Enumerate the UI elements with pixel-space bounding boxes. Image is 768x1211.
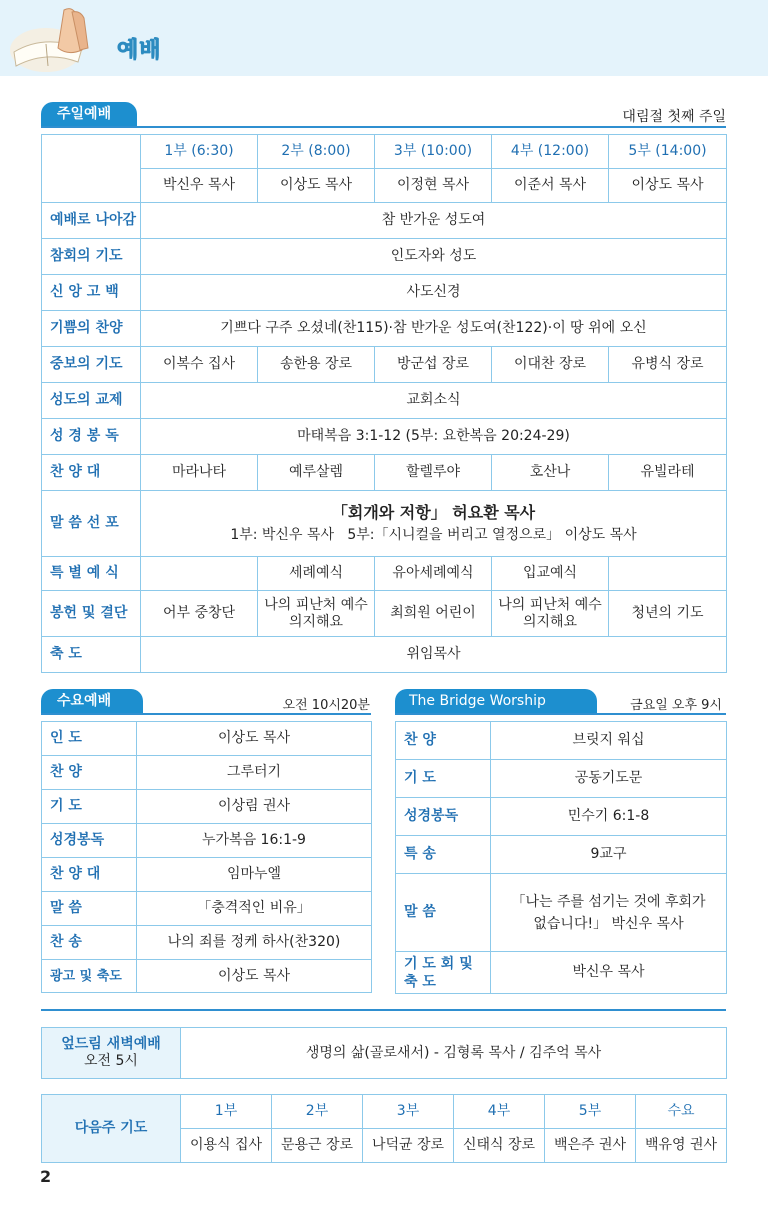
row-label: 신 앙 고 백 — [42, 275, 141, 311]
wednesday-rule — [41, 713, 371, 715]
dawn-table — [41, 1027, 727, 1079]
row-value: 입교예식 — [492, 557, 609, 591]
row-value: 임마누엘 — [137, 858, 372, 892]
row-label: 특 별 예 식 — [42, 557, 141, 591]
row-label: 인 도 — [42, 722, 137, 756]
service-time: 2부 (8:00) — [258, 135, 375, 169]
row-value: 나의 피난처 예수 의지해요 — [492, 591, 609, 637]
row-value: 이상림 권사 — [137, 790, 372, 824]
service-pastor: 이준서 목사 — [492, 169, 609, 203]
service-time: 5부 (14:00) — [609, 135, 727, 169]
row-value: 나의 피난처 예수 의지해요 — [258, 591, 375, 637]
next-prayer-label: 다음주 기도 — [42, 1095, 181, 1163]
sunday-tab: 주일예배 — [41, 102, 137, 127]
header-band — [0, 0, 768, 76]
prayer-header: 4부 — [454, 1095, 545, 1129]
row-value: 방군섭 장로 — [375, 347, 492, 383]
row-value: 할렐루야 — [375, 455, 492, 491]
row-label: 성도의 교제 — [42, 383, 141, 419]
row-value: 위임목사 — [141, 637, 727, 673]
sunday-week-label: 대림절 첫째 주일 — [622, 109, 726, 125]
row-value: 「나는 주를 섬기는 것에 후회가 없습니다!」 박신우 목사 — [491, 874, 727, 952]
row-label: 말 씀 — [42, 892, 137, 926]
bridge-tab: The Bridge Worship — [395, 689, 597, 714]
row-label: 특 송 — [396, 836, 491, 874]
row-label: 기 도 회 및 축 도 — [396, 952, 491, 994]
prayer-header: 1부 — [181, 1095, 272, 1129]
service-pastor: 이정현 목사 — [375, 169, 492, 203]
prayer-header: 2부 — [272, 1095, 363, 1129]
row-value: 기쁘다 구주 오셨네(찬115)·참 반가운 성도여(찬122)·이 땅 위에 오신 — [141, 311, 727, 347]
row-value: 나의 죄를 정케 하사(찬320) — [137, 926, 372, 960]
row-value: 마태복음 3:1-12 (5부: 요한복음 20:24-29) — [141, 419, 727, 455]
dawn-label: 엎드림 새벽예배 — [61, 1036, 161, 1052]
prayer-header: 5부 — [545, 1095, 636, 1129]
row-value: 그루터기 — [137, 756, 372, 790]
row-value: 민수기 6:1-8 — [491, 798, 727, 836]
service-pastor: 이상도 목사 — [258, 169, 375, 203]
row-label: 찬 양 대 — [42, 455, 141, 491]
dawn-value: 생명의 삶(골로새서) - 김형록 목사 / 김주억 목사 — [181, 1028, 727, 1079]
row-label: 성경봉독 — [396, 798, 491, 836]
row-value: 사도신경 — [141, 275, 727, 311]
row-value: 이대찬 장로 — [492, 347, 609, 383]
prayer-name: 나덕균 장로 — [363, 1129, 454, 1163]
row-label: 기 도 — [396, 760, 491, 798]
service-pastor: 이상도 목사 — [609, 169, 727, 203]
row-value: 어부 중창단 — [141, 591, 258, 637]
sermon-sub: 1부: 박신우 목사 5부:「시니컬을 버리고 열정으로」 이상도 목사 — [230, 526, 637, 543]
row-value: 공동기도문 — [491, 760, 727, 798]
corner-cell — [42, 135, 141, 203]
prayer-header: 수요 — [636, 1095, 727, 1129]
row-value: 9교구 — [491, 836, 727, 874]
row-value: 「충격적인 비유」 — [137, 892, 372, 926]
row-label: 찬 송 — [42, 926, 137, 960]
bridge-table — [395, 721, 727, 994]
sermon-cell — [141, 491, 727, 557]
wednesday-table — [41, 721, 372, 993]
row-value: 청년의 기도 — [609, 591, 727, 637]
row-label: 축 도 — [42, 637, 141, 673]
service-pastor: 박신우 목사 — [141, 169, 258, 203]
bridge-rule — [395, 713, 726, 715]
row-label: 중보의 기도 — [42, 347, 141, 383]
next-prayer-table — [41, 1094, 727, 1163]
row-label: 말 씀 선 포 — [42, 491, 141, 557]
prayer-name: 문용근 장로 — [272, 1129, 363, 1163]
row-value: 인도자와 성도 — [141, 239, 727, 275]
sunday-rule — [41, 126, 726, 128]
row-value: 예루살렘 — [258, 455, 375, 491]
row-value: 이상도 목사 — [137, 960, 372, 993]
row-value: 세례예식 — [258, 557, 375, 591]
prayer-name: 백은주 권사 — [545, 1129, 636, 1163]
row-label: 말 씀 — [396, 874, 491, 952]
service-time: 3부 (10:00) — [375, 135, 492, 169]
row-label: 성 경 봉 독 — [42, 419, 141, 455]
row-value: 유아세례예식 — [375, 557, 492, 591]
row-value: 호산나 — [492, 455, 609, 491]
header-title: 예배 — [117, 38, 162, 63]
service-time: 4부 (12:00) — [492, 135, 609, 169]
row-value — [141, 557, 258, 591]
row-value: 누가복음 16:1-9 — [137, 824, 372, 858]
praying-hands-bible-icon — [6, 4, 110, 74]
prayer-name: 백유영 권사 — [636, 1129, 727, 1163]
row-value: 브릿지 워십 — [491, 722, 727, 760]
dawn-time: 오전 5시 — [84, 1053, 138, 1069]
dawn-rule — [41, 1009, 726, 1011]
row-value: 교회소식 — [141, 383, 727, 419]
prayer-name: 이용식 집사 — [181, 1129, 272, 1163]
row-label: 찬 양 — [396, 722, 491, 760]
row-value: 박신우 목사 — [491, 952, 727, 994]
row-value: 최희원 어린이 — [375, 591, 492, 637]
row-label: 찬 양 — [42, 756, 137, 790]
prayer-header: 3부 — [363, 1095, 454, 1129]
row-value: 유빌라테 — [609, 455, 727, 491]
row-value: 이상도 목사 — [137, 722, 372, 756]
sermon-title: 「회개와 저항」 허요환 목사 — [331, 502, 536, 522]
wednesday-time: 오전 10시20분 — [282, 698, 370, 713]
row-label: 예배로 나아감 — [42, 203, 141, 239]
row-label: 참회의 기도 — [42, 239, 141, 275]
row-value: 이복수 집사 — [141, 347, 258, 383]
row-label: 기 도 — [42, 790, 137, 824]
row-label: 봉헌 및 결단 — [42, 591, 141, 637]
page-number: 2 — [40, 1167, 52, 1186]
row-value: 마라나타 — [141, 455, 258, 491]
row-label: 기쁨의 찬양 — [42, 311, 141, 347]
row-value: 참 반가운 성도여 — [141, 203, 727, 239]
row-label: 성경봉독 — [42, 824, 137, 858]
row-label: 광고 및 축도 — [42, 960, 137, 993]
dawn-label-cell — [42, 1028, 181, 1079]
wednesday-tab: 수요예배 — [41, 689, 143, 714]
prayer-name: 신태식 장로 — [454, 1129, 545, 1163]
row-value: 송한용 장로 — [258, 347, 375, 383]
service-time: 1부 (6:30) — [141, 135, 258, 169]
row-label: 찬 양 대 — [42, 858, 137, 892]
sunday-table — [41, 134, 727, 673]
bridge-time: 금요일 오후 9시 — [630, 698, 722, 713]
row-value: 유병식 장로 — [609, 347, 727, 383]
row-value — [609, 557, 727, 591]
